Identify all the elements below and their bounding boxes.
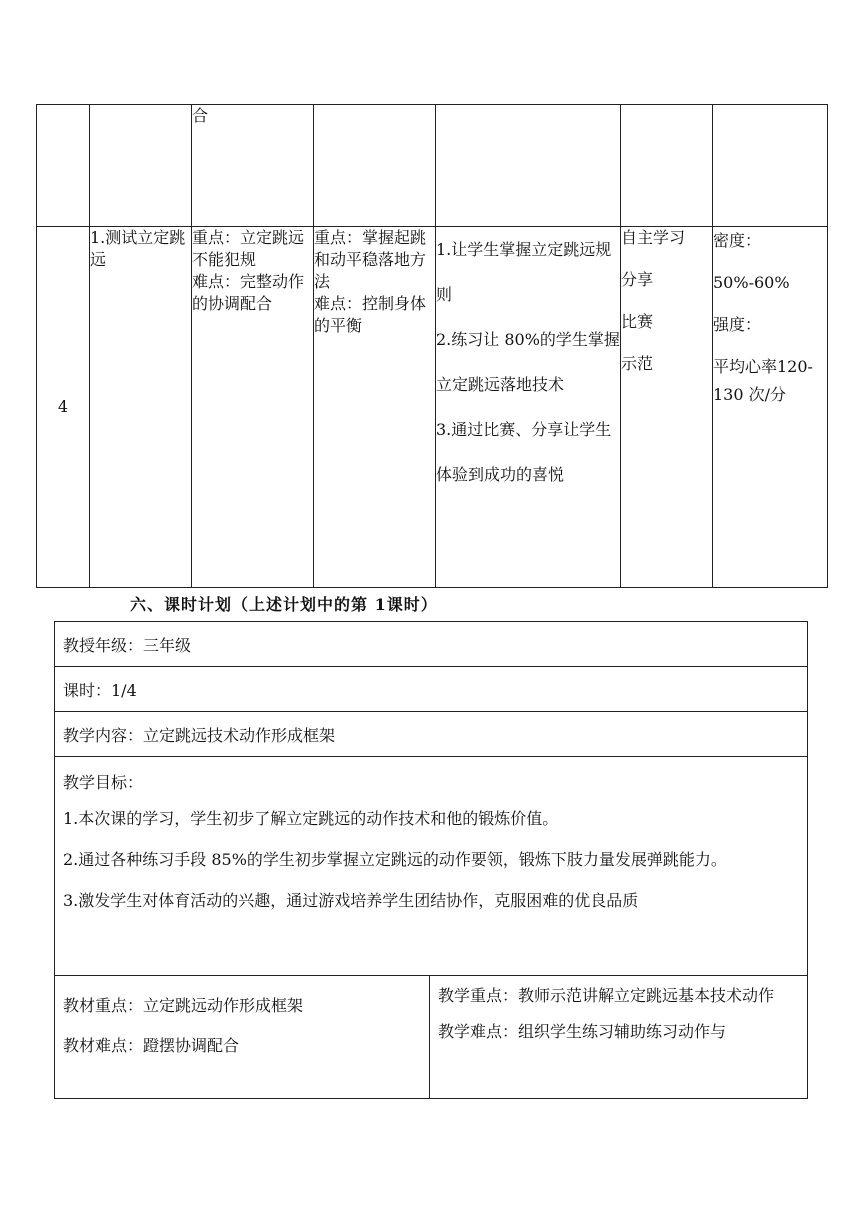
table-row bbox=[55, 622, 808, 667]
table-row bbox=[37, 105, 828, 227]
objectives-title: 教学目标： bbox=[63, 773, 144, 792]
table-row bbox=[37, 227, 828, 588]
cell-text: 合 bbox=[192, 106, 209, 125]
textbook-difficult: 教材难点：蹬摆协调配合 bbox=[63, 1036, 240, 1055]
section-heading: 六、课时计划（上述计划中的第 1课时） bbox=[130, 595, 438, 614]
difficult-point: 难点：完整动作的协调配合 bbox=[192, 272, 305, 313]
cell bbox=[621, 105, 713, 227]
objective-item: 2.通过各种练习手段 85%的学生初步掌握立定跳远的动作要领，锻炼下肢力量发展弹跳能力。 bbox=[63, 850, 727, 869]
period: 课时：1/4 bbox=[55, 667, 808, 712]
textbook-points bbox=[192, 227, 314, 588]
key-point: 重点：掌握起跳和动平稳落地方法 bbox=[314, 228, 427, 291]
cell bbox=[314, 105, 436, 227]
grade: 教授年级：三年级 bbox=[55, 622, 808, 667]
teaching-points bbox=[430, 976, 808, 1099]
cell bbox=[713, 105, 828, 227]
objectives bbox=[55, 757, 808, 976]
objective-item: 1.本次课的学习，学生初步了解立定跳远的动作技术和他的锻炼价值。 bbox=[63, 809, 559, 828]
teaching-methods bbox=[621, 227, 713, 588]
textbook-points bbox=[55, 976, 430, 1099]
teaching-goals bbox=[436, 227, 621, 588]
table-row bbox=[55, 667, 808, 712]
lesson-plan-table bbox=[54, 621, 808, 1099]
method-item: 比赛 bbox=[621, 312, 654, 331]
goal-item: 3.通过比赛、分享让学生体验到成功的喜悦 bbox=[436, 420, 612, 484]
cell bbox=[37, 105, 90, 227]
method-item: 分享 bbox=[621, 270, 654, 289]
method-item: 自主学习 bbox=[621, 228, 686, 247]
lesson-content: 1.测试立定跳远 bbox=[90, 227, 192, 588]
difficult-point: 难点：控制身体的平衡 bbox=[314, 294, 427, 335]
cell bbox=[90, 105, 192, 227]
exercise-load bbox=[713, 227, 828, 588]
table-row bbox=[55, 976, 808, 1099]
key-point: 重点：立定跳远不能犯规 bbox=[192, 228, 305, 269]
cell bbox=[436, 105, 621, 227]
table-row bbox=[55, 757, 808, 976]
teaching-difficult: 教学难点：组织学生练习辅助练习动作与 bbox=[438, 1022, 727, 1041]
textbook-key: 教材重点：立定跳远动作形成框架 bbox=[63, 996, 304, 1015]
load-label: 密度： bbox=[713, 231, 762, 250]
load-label: 强度： bbox=[713, 315, 762, 334]
table-row bbox=[55, 712, 808, 757]
lesson-content: 教学内容：立定跳远技术动作形成框架 bbox=[55, 712, 808, 757]
goal-item: 2.练习让 80%的学生掌握立定跳远落地技术 bbox=[436, 330, 620, 394]
unit-plan-table bbox=[36, 104, 828, 588]
cell bbox=[192, 105, 314, 227]
load-value: 50%-60% bbox=[713, 273, 790, 292]
goal-item: 1.让学生掌握立定跳远规则 bbox=[436, 240, 612, 304]
lesson-number: 4 bbox=[37, 227, 90, 588]
method-item: 示范 bbox=[621, 354, 654, 373]
teaching-key: 教学重点：教师示范讲解立定跳远基本技术动作 bbox=[438, 986, 775, 1005]
load-value: 平均心率120-130 次/分 bbox=[713, 357, 813, 404]
objective-item: 3.激发学生对体育活动的兴趣，通过游戏培养学生团结协作，克服困难的优良品质 bbox=[63, 891, 639, 910]
teaching-points bbox=[314, 227, 436, 588]
